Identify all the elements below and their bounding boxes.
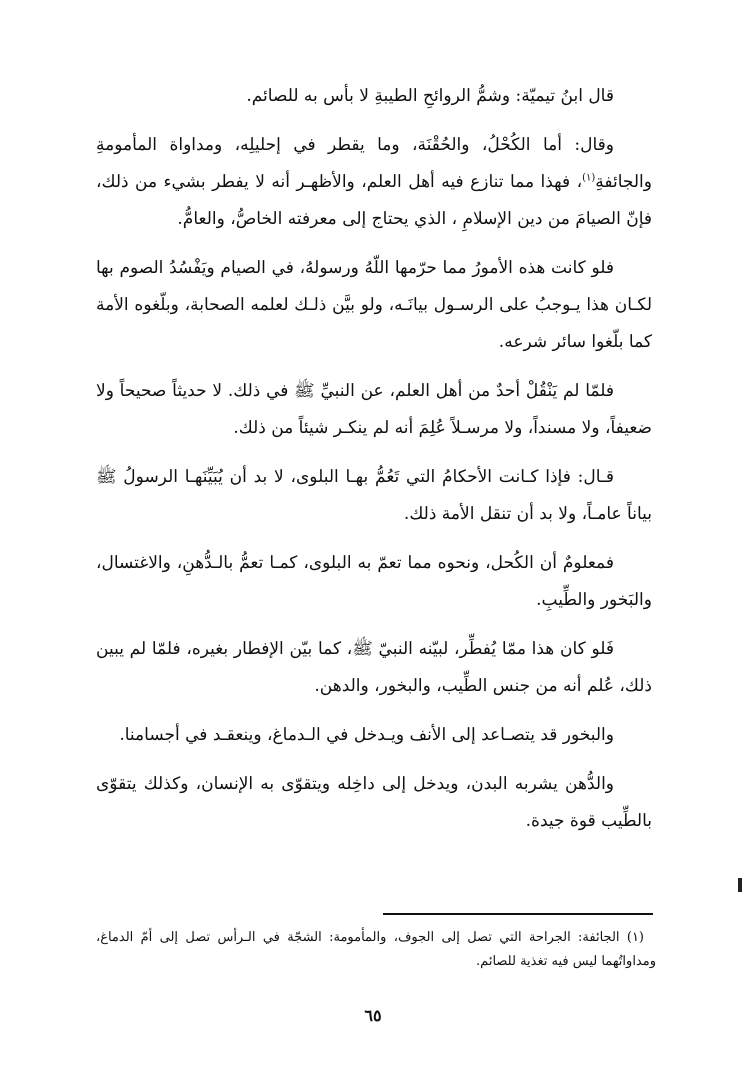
- paragraph-7: فَلو كان هذا ممّا يُفطِّر، لبيّنه النبيّ ﷺ، كما بيّن الإفطار بغيره، فلمّا لم يبين ذلك، عُلم أنه من جنس الطِّيب، والبخور، والدهن.: [96, 639, 652, 696]
- scan-edge-mark: [738, 878, 742, 892]
- footnote-reference: (١): [582, 172, 596, 184]
- paragraph-1: قال ابنُ تيميّة: وشمُّ الروائحِ الطيبةِ لا بأس به للصائم.: [246, 86, 614, 106]
- paragraph-3: فلو كانت هذه الأمورُ مما حرّمها اللّهُ ورسولهُ، في الصيام ويَفْسُدُ الصوم بها لكـان هذا يـوجبُ على الرسـول بيانَـه، ولو بيَّن ذلـك لعلمه الصحابة، وبلّغوه الأمة كما بلّغوا سائر شرعه.: [96, 258, 652, 352]
- paragraph-2-start: وقال: أما الكُحْلُ، والحُقْنَة، وما يقطر في إحليلِه، ومداواة المأمومةِ والجائفةِ: [96, 135, 652, 192]
- footnote-divider: [383, 913, 653, 915]
- paragraph-2-end: ، فهذا مما تنازع فيه أهل العلم، والأظهـر أنه لا يفطر بشيء من ذلك، فإنّ الصيامَ من دين الإسلامِ ، الذي يحتاج إلى معرفته الخاصُّ، والعامُّ.: [96, 172, 652, 229]
- paragraph-2: [96, 127, 652, 238]
- page-number: ٦٥: [364, 1006, 382, 1025]
- paragraph-5: قـال: فإذا كـانت الأحكامُ التي تَعُمُّ بهـا البلوى، لا بد أن يُبَيِّنَهـا الرسولُ ﷺ بياناً عامـاً، ولا بد أن تنقل الأمة ذلك.: [96, 467, 652, 524]
- paragraph-8: والبخور قد يتصـاعد إلى الأنف ويـدخل في الـدماغ، وينعقـد في أجسامنا.: [119, 725, 614, 745]
- paragraph-9: والدُّهن يشربه البدن، ويدخل إلى داخِله ويتقوّى به الإنسان، وكذلك يتقوّى بالطِّيب قوة جيدة.: [96, 774, 652, 831]
- footnote: (١) الجائفة: الجراحة التي تصل إلى الجوف، والمأمومة: الشجّة في الـرأس تصل إلى أمّ الدماغ، ومداواتُهما ليس فيه تغذية للصائم.: [96, 930, 656, 969]
- main-text: [96, 78, 652, 852]
- paragraph-4: فلمّا لم يَنْقُلْ أحدٌ من أهل العلم، عن النبيِّ ﷺ في ذلك. لا حديثاً صحيحاً ولا ضعيفاً، ولا مسنداً، ولا مرسـلاً عُلِمَ أنه لم ينكـر شيئاً من ذلك.: [96, 381, 652, 438]
- paragraph-6: فمعلومٌ أن الكُحل، ونحوه مما تعمّ به البلوى، كمـا تعمُّ بالـدُّهنِ، والاغتسال، والبَخور والطِّيبِ.: [96, 553, 652, 610]
